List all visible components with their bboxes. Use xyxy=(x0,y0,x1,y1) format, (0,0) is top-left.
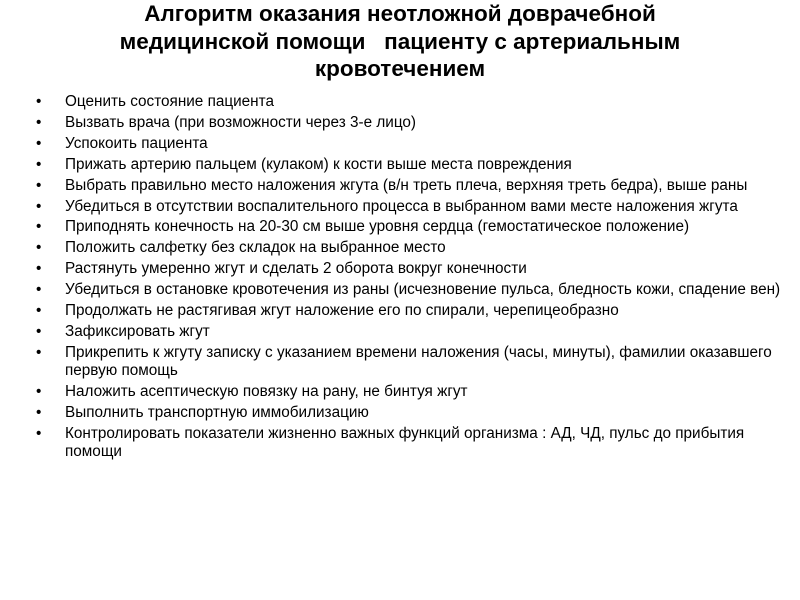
list-item xyxy=(36,281,796,299)
list-item xyxy=(36,93,796,111)
list-item xyxy=(36,260,796,278)
bullet-icon: • xyxy=(36,197,42,215)
title-line-3: кровотечением xyxy=(314,56,486,81)
step-text: Убедиться в отсутствии воспалительного процесса в выбранном вами месте наложения жгута xyxy=(65,197,738,215)
bullet-icon: • xyxy=(36,113,42,131)
bullet-icon: • xyxy=(36,176,42,194)
list-item xyxy=(36,239,796,257)
list-item xyxy=(36,114,796,132)
step-text: Растянуть умеренно жгут и сделать 2 оборота вокруг конечности xyxy=(65,260,527,278)
bullet-icon: • xyxy=(36,218,42,236)
step-text: Успокоить пациента xyxy=(65,134,208,152)
steps-list xyxy=(36,93,796,464)
step-text: Прижать артерию пальцем (кулаком) к кости выше места повреждения xyxy=(65,155,572,173)
bullet-icon: • xyxy=(36,93,42,110)
step-text: Положить салфетку без складок на выбранное место xyxy=(65,239,446,257)
step-text: Выполнить транспортную иммобилизацию xyxy=(65,404,369,422)
bullet-icon: • xyxy=(36,383,42,401)
bullet-icon: • xyxy=(36,404,42,422)
step-text: Выбрать правильно место наложения жгута (в/н треть плеча, верхняя треть бедра), выше раны xyxy=(65,176,748,194)
bullet-icon: • xyxy=(36,281,42,299)
list-item xyxy=(36,198,796,216)
step-text: Контролировать показатели жизненно важных функций организма : АД, ЧД, пульс до прибытия помощи xyxy=(65,425,745,461)
list-item xyxy=(36,383,796,401)
list-item xyxy=(36,425,796,462)
bullet-icon: • xyxy=(36,260,42,278)
bullet-icon: • xyxy=(36,134,42,152)
step-text: Оценить состояние пациента xyxy=(65,93,274,110)
list-item xyxy=(36,177,796,195)
list-item xyxy=(36,302,796,320)
step-text: Наложить асептическую повязку на рану, не бинтуя жгут xyxy=(65,383,468,401)
bullet-icon: • xyxy=(36,343,42,361)
step-text: Убедиться в остановке кровотечения из раны (исчезновение пульса, бледность кожи, спадение вен) xyxy=(65,281,781,299)
step-text: Вызвать врача (при возможности через 3-е лицо) xyxy=(65,113,417,131)
list-item xyxy=(36,156,796,174)
list-item xyxy=(36,404,796,422)
bullet-icon: • xyxy=(36,425,42,442)
list-item xyxy=(36,323,796,341)
title-line-2: медицинской помощи пациенту с артериальным xyxy=(119,28,681,54)
bullet-icon: • xyxy=(36,155,42,173)
title-line-1: Алгоритм оказания неотложной доврачебной xyxy=(144,1,656,26)
step-text: Прикрепить к жгуту записку с указанием времени наложения (часы, минуты), фамилии оказавшего первую помощь xyxy=(65,343,772,380)
step-text: Зафиксировать жгут xyxy=(65,322,210,340)
step-text: Приподнять конечность на 20-30 см выше уровня сердца (гемостатическое положение) xyxy=(65,218,690,236)
list-item xyxy=(36,135,796,153)
bullet-icon: • xyxy=(36,239,42,257)
slide-title xyxy=(40,0,760,83)
list-item xyxy=(36,344,796,381)
list-item xyxy=(36,218,796,236)
bullet-icon: • xyxy=(36,322,42,340)
bullet-icon: • xyxy=(36,302,42,320)
step-text: Продолжать не растягивая жгут наложение его по спирали, черепицеобразно xyxy=(65,302,619,320)
